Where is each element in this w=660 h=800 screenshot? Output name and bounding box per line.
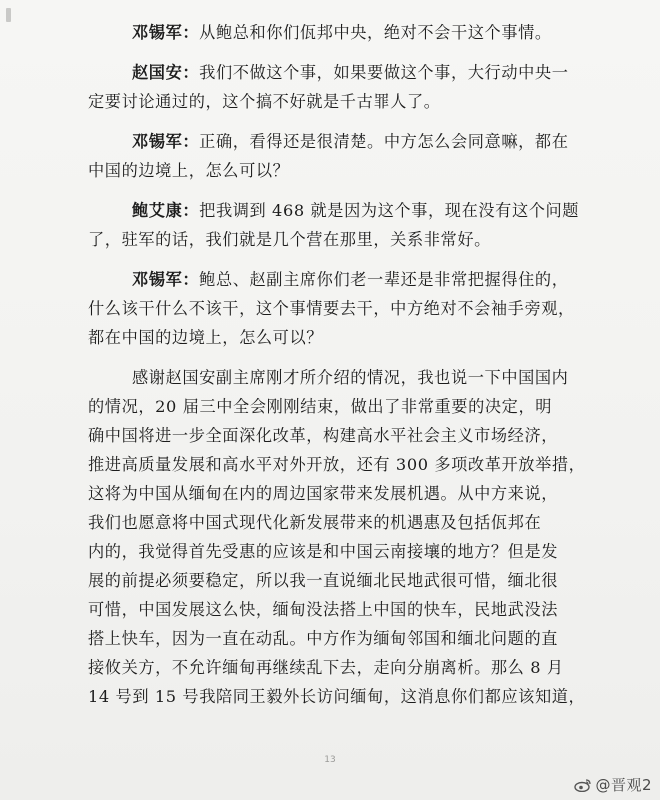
scan-edge-mark (6, 8, 11, 22)
paragraph-line: 内的，我觉得首先受惠的应该是和中国云南接壤的地方？但是发 (88, 542, 559, 561)
speech-text: 鲍总、赵副主席你们老一辈还是非常把握得住的， (199, 270, 569, 289)
paragraph-line: 中国的边境上，怎么可以？ (88, 161, 290, 180)
paragraph-line (88, 196, 580, 225)
paragraph-line: 都在中国的边境上，怎么可以？ (88, 328, 324, 347)
speech-text: 我们不做这个事，如果要做这个事，大行动中央一 (199, 63, 569, 82)
paragraph-line: 14 号到 15 号我陪同王毅外长访问缅甸，这消息你们都应该知道， (88, 687, 586, 706)
speaker-name: 邓锡军： (132, 132, 200, 151)
page-number: 13 (324, 755, 336, 765)
paragraph-line: 这将为中国从缅甸在内的周边国家带来发展机遇。从中方来说， (88, 484, 559, 503)
paragraph-line: 可惜，中国发展这么快，缅甸没法搭上中国的快车，民地武没法 (88, 600, 559, 619)
paragraph-line (88, 58, 568, 87)
weibo-logo-icon (574, 778, 592, 792)
paragraph-line: 定要讨论通过的，这个搞不好就是千古罪人了。 (88, 92, 441, 111)
speaker-name: 赵国安： (132, 63, 200, 82)
paragraph-line: 的情况，20 届三中全会刚刚结束，做出了非常重要的决定，明 (88, 397, 553, 416)
speaker-name: 邓锡军： (132, 23, 200, 42)
paragraph-line: 确中国将进一步全面深化改革，构建高水平社会主义市场经济， (88, 426, 559, 445)
paragraph-line (88, 127, 568, 156)
speaker-name: 邓锡军： (132, 270, 200, 289)
watermark-text: @晋观2 (595, 776, 652, 794)
speech-text: 从鲍总和你们佤邦中央，绝对不会干这个事情。 (199, 23, 552, 42)
paragraph-line: 什么该干什么不该干，这个事情要去干，中方绝对不会袖手旁观， (88, 299, 575, 318)
paragraph-line (88, 265, 568, 294)
document-body (88, 18, 586, 711)
paragraph-line: 展的前提必须要稳定，所以我一直说缅北民地武很可惜，缅北很 (88, 571, 559, 590)
speaker-name: 鲍艾康： (132, 201, 200, 220)
paragraph-line: 推进高质量发展和高水平对外开放，还有 300 多项改革开放举措， (88, 455, 586, 474)
paragraph-line: 我们也愿意将中国式现代化新发展带来的机遇惠及包括佤邦在 (88, 513, 542, 532)
paragraph-line: 搭上快车，因为一直在动乱。中方作为缅甸邻国和缅北问题的直 (88, 629, 559, 648)
paragraph-line (88, 18, 568, 47)
speech-text: 把我调到 468 就是因为这个事，现在没有这个问题 (199, 201, 580, 220)
paragraph-line: 感谢赵国安副主席刚才所介绍的情况，我也说一下中国国内 (132, 368, 569, 387)
paragraph-line: 接攸关方，不允许缅甸再继续乱下去，走向分崩离析。那么 8 月 (88, 658, 564, 677)
watermark (574, 774, 652, 795)
speech-text: 正确，看得还是很清楚。中方怎么会同意嘛，都在 (199, 132, 569, 151)
paragraph-line: 了，驻军的话，我们就是几个营在那里，关系非常好。 (88, 230, 491, 249)
